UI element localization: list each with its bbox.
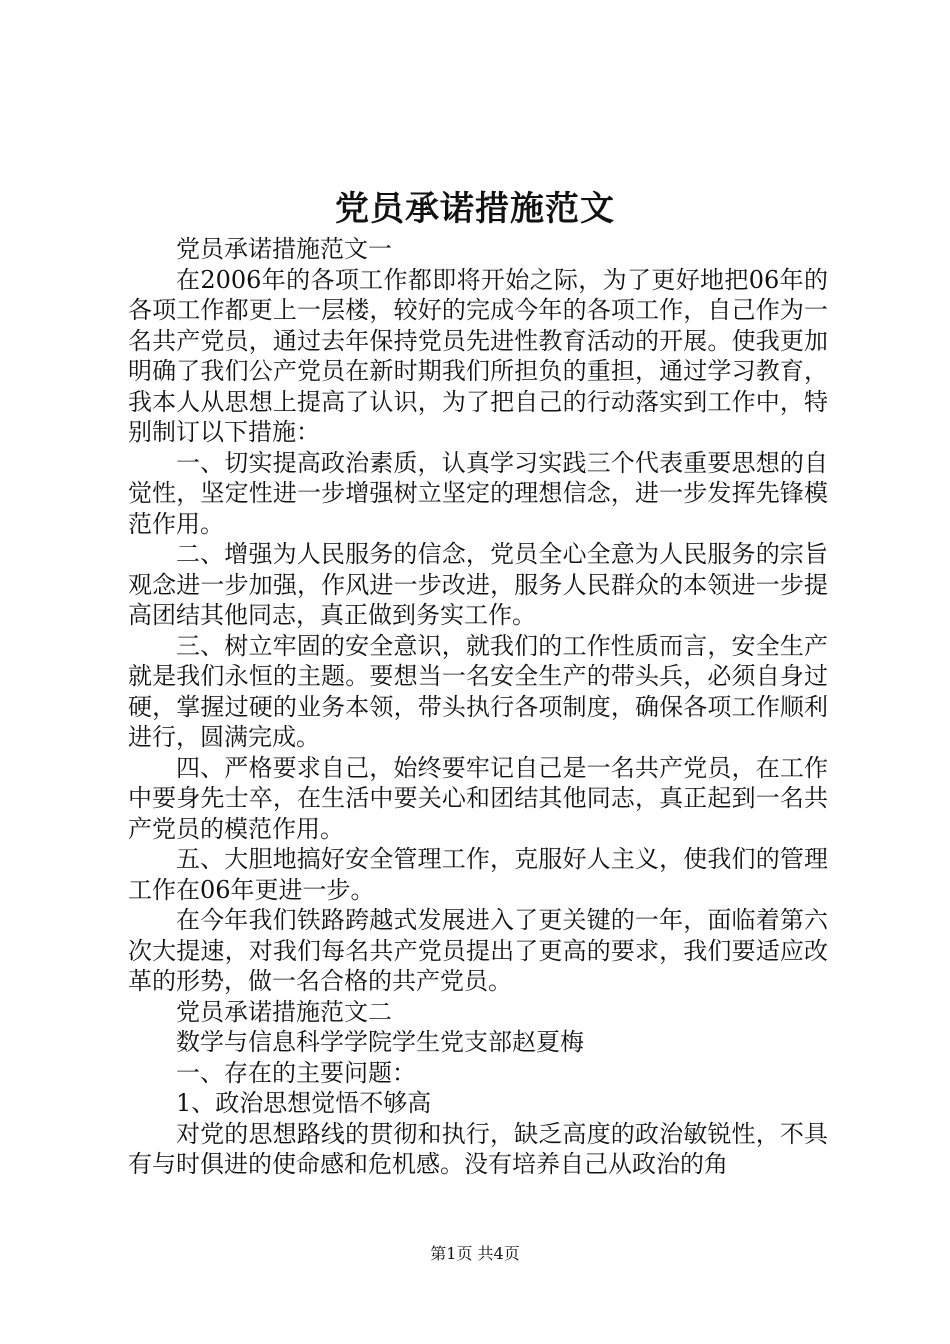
paragraph: 一、存在的主要问题： [176,1058,416,1087]
paragraph: 党员承诺措施范文二 [176,997,392,1026]
paragraph: 五、大胆地搞好安全管理工作，克服好人主义，使我们的管理工作在06年更进一步。 [128,845,828,904]
paragraph: 二、增强为人民服务的信念，党员全心全意为人民服务的宗旨观念进一步加强，作风进一步改进，服务人民群众的本领进一步提高团结其他同志，真正做到务实工作。 [128,540,828,629]
document-title: 党员承诺措施范文 [335,189,615,229]
paragraph: 1、政治思想觉悟不够高 [176,1089,432,1117]
paragraph: 在今年我们铁路跨越式发展进入了更关键的一年，面临着第六次大提速，对我们每名共产党员提出了更高的要求，我们要适应改革的形势，做一名合格的共产党员。 [128,906,828,995]
paragraph: 党员承诺措施范文一 [176,235,392,263]
paragraph: 四、严格要求自己，始终要牢记自己是一名共产党员，在工作中要身先士卒，在生活中要关心和团结其他同志，真正起到一名共产党员的模范作用。 [128,753,828,843]
page-footer: 第1页 共4页 [430,1244,520,1263]
document-body [128,234,828,1180]
paragraph: 在2006年的各项工作都即将开始之际，为了更好地把06年的各项工作都更上一层楼，较好的完成今年的各项工作，自己作为一名共产党员，通过去年保持党员先进性教育活动的开展。使我更加明确了我们公产党员在新时期我们所担负的重担，通过学习教育，我本人从思想上提高了认识，为了把自己的行动落实到工作中，特别制订以下措施： [128,265,828,446]
paragraph: 对党的思想路线的贯彻和执行，缺乏高度的政治敏锐性，不具有与时俱进的使命感和危机感。没有培养自己从政治的角 [128,1119,828,1178]
paragraph: 三、树立牢固的安全意识，就我们的工作性质而言，安全生产就是我们永恒的主题。要想当一名安全生产的带头兵，必须自身过硬，掌握过硬的业务本领，带头执行各项制度，确保各项工作顺利进行，圆满完成。 [128,631,828,751]
paragraph: 一、切实提高政治素质，认真学习实践三个代表重要思想的自觉性，坚定性进一步增强树立坚定的理想信念，进一步发挥先锋模范作用。 [128,448,828,538]
paragraph: 数学与信息科学学院学生党支部赵夏梅 [176,1028,584,1056]
